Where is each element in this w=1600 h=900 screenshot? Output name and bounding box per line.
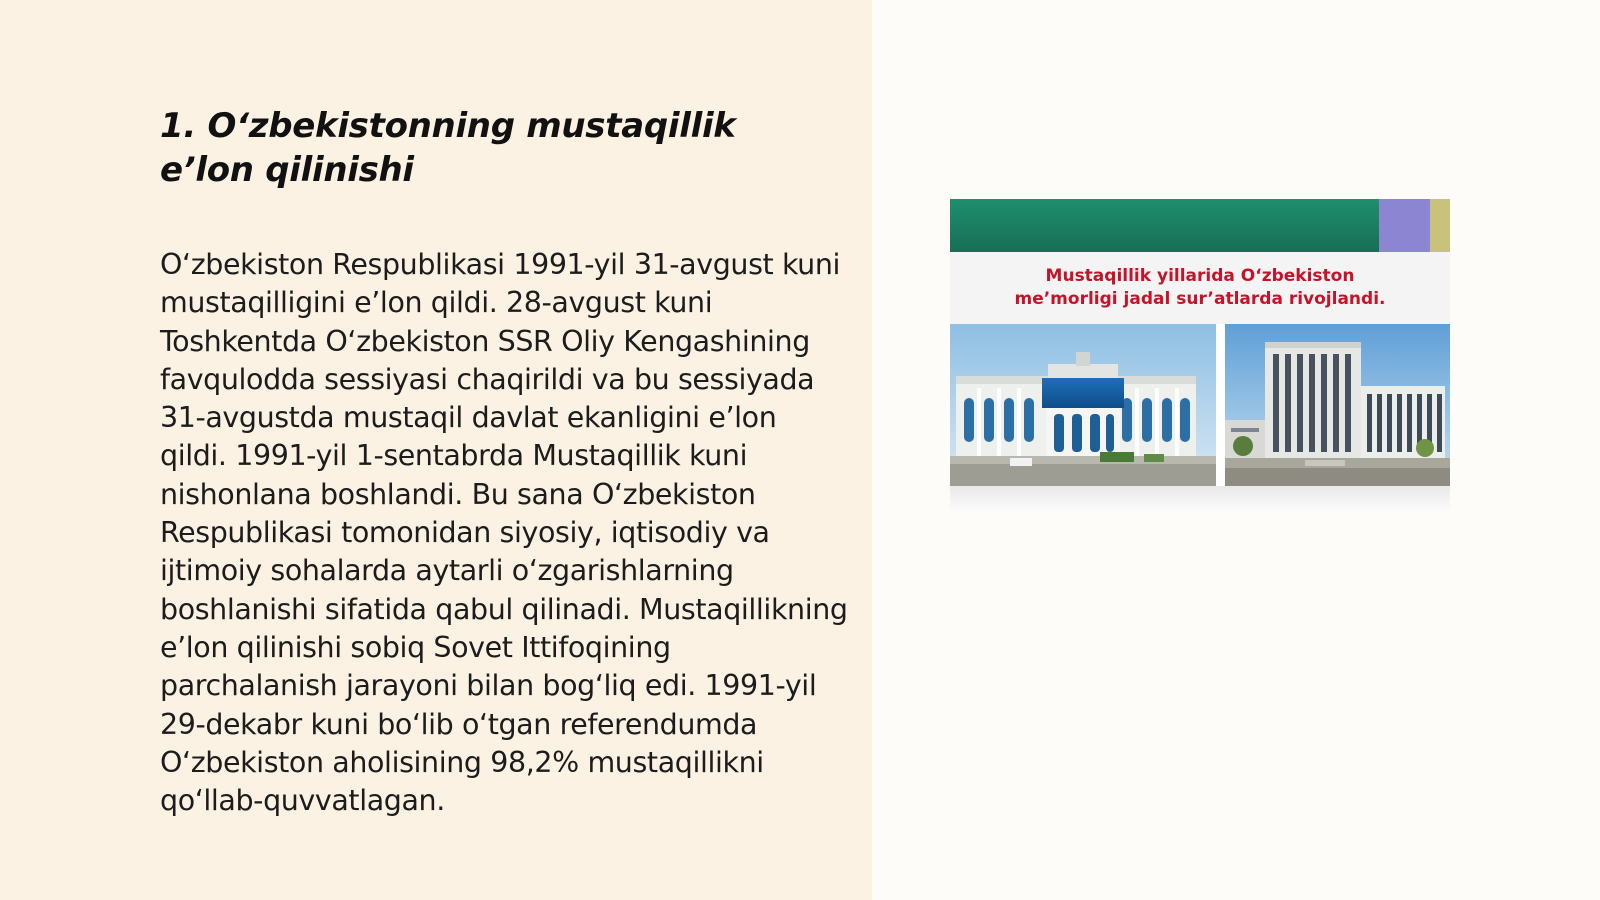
- caption-line-1: Mustaqillik yillarida O‘zbekiston: [1045, 266, 1355, 286]
- photo-modern-office-building: [1225, 324, 1450, 486]
- caption-line-2: me’morligi jadal sur’atlarda rivojlandi.: [1014, 289, 1386, 309]
- header-olive-strip: [1430, 199, 1450, 252]
- header-green-strip: [950, 199, 1379, 252]
- slide-body-text: O‘zbekiston Respublikasi 1991-yil 31-avgust kuni mustaqilligini e’lon qildi. 28-avgust kuni Toshkentda O‘zbekiston SSR Oliy Kengashining favqulodda sessiyasi chaqirildi va bu sessiyada 31-avgustda mustaqil davlat ekanligini e’lon qildi. 1991-yil 1-sentabrda Mustaqillik kuni nishonlana boshlandi. Bu sana O‘zbekiston Respublikasi tomonidan siyosiy, iqtisodiy va ijtimoiy sohalarda aytarli o‘zgarishlarning boshlanishi sifatida qabul qilinadi. Mustaqillikning e’lon qilinishi sobiq Sovet Ittifoqining parchalanish jarayoni bilan bog‘liq edi. 1991-yil 29-dekabr kuni bo‘lib o‘tgan referendumda O‘zbekiston aholisining 98,2% mustaqillikni qo‘llab-quvvatlagan.: [160, 248, 848, 818]
- image-bottom-shadow: [950, 486, 1450, 511]
- slide-title: 1. O‘zbekistonning mustaqillik e’lon qilinishi: [160, 106, 736, 190]
- image-header-bar: [950, 199, 1450, 252]
- image-photos: [950, 324, 1450, 486]
- image-caption: [950, 252, 1450, 324]
- image-caption-text: [960, 265, 1440, 311]
- header-violet-strip: [1379, 199, 1430, 252]
- photo-columned-building: [950, 324, 1216, 486]
- architecture-image: [950, 199, 1450, 511]
